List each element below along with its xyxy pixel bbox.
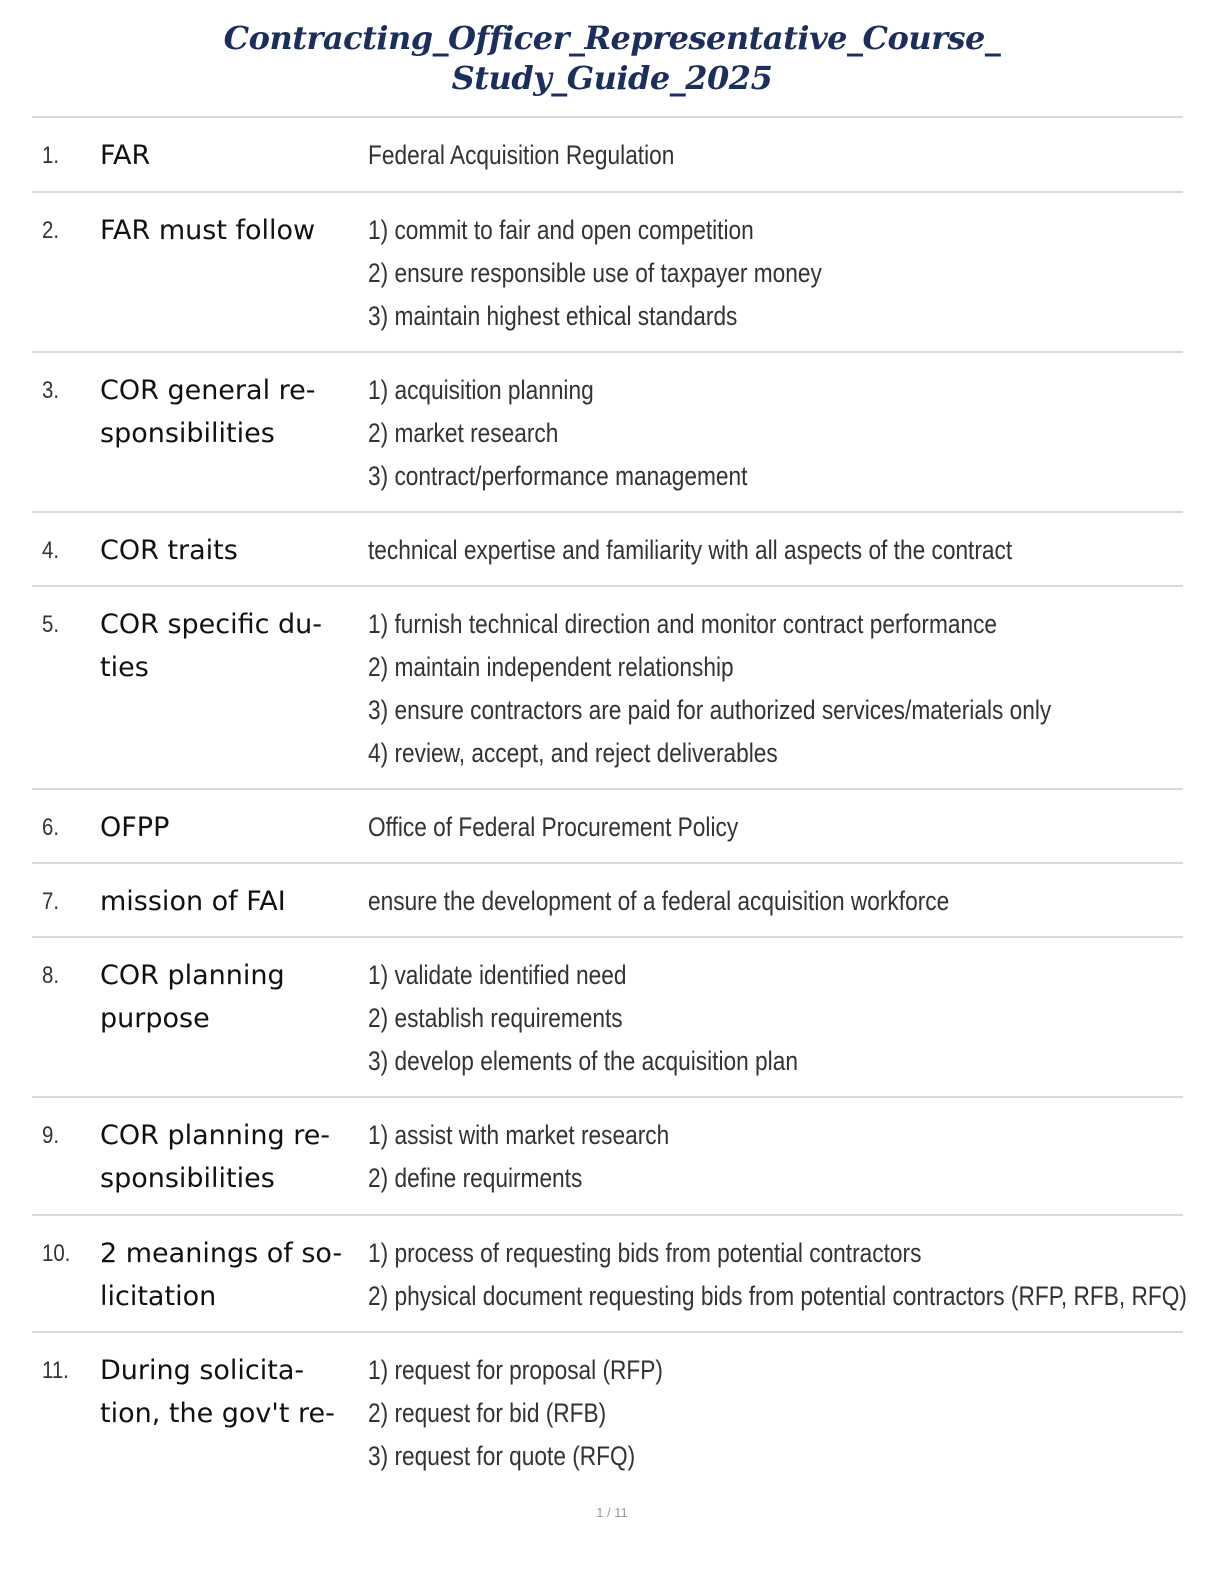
card-term: COR traits — [100, 535, 238, 566]
card-number: 3. — [42, 377, 60, 404]
definition-line: 3) request for quote (RFQ) — [368, 1441, 636, 1471]
definition-line: 2) establish requirements — [368, 1003, 623, 1033]
card-definition — [368, 209, 1180, 338]
card-definition — [368, 880, 1180, 923]
definition-line: technical expertise and familiarity with all aspects of the contract — [368, 535, 1013, 565]
definition-line: 1) validate identified need — [368, 960, 627, 990]
definition-line: 1) commit to fair and open competition — [368, 215, 754, 245]
card-definition — [368, 806, 1180, 849]
card-number: 11. — [42, 1357, 69, 1384]
card-definition — [368, 954, 1180, 1083]
card-term: 2 meanings of so- licitation — [100, 1238, 343, 1312]
definition-line: 1) process of requesting bids from potential contractors — [368, 1238, 922, 1268]
title-line-2: Study_Guide_2025 — [451, 59, 773, 97]
card-number: 9. — [42, 1122, 60, 1149]
flashcard — [32, 864, 1183, 938]
title-line-1: Contracting_Officer_Representative_Course_ — [223, 19, 1001, 57]
card-term: OFPP — [100, 812, 170, 843]
flashcard — [32, 353, 1183, 513]
card-term: FAR must follow — [100, 215, 316, 246]
page-number: 1 / 11 — [596, 1505, 628, 1520]
definition-line: 2) define requirments — [368, 1163, 583, 1193]
card-number: 7. — [42, 888, 60, 915]
card-definition — [368, 603, 1180, 775]
card-term: COR planning purpose — [100, 960, 285, 1034]
card-number: 8. — [42, 962, 60, 989]
flashcard — [32, 1098, 1183, 1216]
card-term: FAR — [100, 140, 151, 171]
definition-line: 1) assist with market research — [368, 1120, 670, 1150]
flashcard — [32, 193, 1183, 353]
document-title — [0, 18, 1224, 98]
flashcard — [32, 1216, 1187, 1333]
card-number: 4. — [42, 537, 60, 564]
flashcard — [32, 1333, 1183, 1483]
definition-line: 2) maintain independent relationship — [368, 652, 734, 682]
definition-line: 2) physical document requesting bids from potential contractors (RFP, RFB, RFQ) — [368, 1281, 1187, 1311]
card-definition — [368, 369, 1180, 498]
card-term: During solicita- tion, the gov't re- — [100, 1355, 335, 1429]
card-number: 2. — [42, 217, 60, 244]
card-definition — [368, 1232, 1187, 1318]
definition-line: Federal Acquisition Regulation — [368, 140, 675, 170]
card-number: 6. — [42, 814, 60, 841]
definition-line: 1) furnish technical direction and monitor contract performance — [368, 609, 998, 639]
definition-line: 2) ensure responsible use of taxpayer money — [368, 258, 822, 288]
flashcard — [32, 587, 1183, 790]
card-definition — [368, 529, 1180, 572]
card-number: 5. — [42, 611, 60, 638]
card-term: COR planning re- sponsibilities — [100, 1120, 331, 1194]
card-term: COR general re- sponsibilities — [100, 375, 316, 449]
card-term: COR specific du- ties — [100, 609, 323, 683]
card-number: 10. — [42, 1240, 71, 1267]
definition-line: 3) contract/performance management — [368, 461, 748, 491]
card-definition — [368, 1114, 1180, 1200]
card-number: 1. — [42, 142, 60, 169]
definition-line: 2) market research — [368, 418, 559, 448]
flashcard — [32, 118, 1183, 193]
card-definition — [368, 134, 1180, 177]
definition-line: Office of Federal Procurement Policy — [368, 812, 739, 842]
definition-line: ensure the development of a federal acquisition workforce — [368, 886, 950, 916]
card-definition — [368, 1349, 1180, 1478]
definition-line: 3) ensure contractors are paid for authorized services/materials only — [368, 695, 1052, 725]
definition-line: 3) maintain highest ethical standards — [368, 301, 738, 331]
flashcard — [32, 513, 1183, 587]
flashcard-list — [32, 116, 1187, 1483]
definition-line: 3) develop elements of the acquisition plan — [368, 1046, 798, 1076]
definition-line: 1) acquisition planning — [368, 375, 594, 405]
definition-line: 1) request for proposal (RFP) — [368, 1355, 663, 1385]
definition-line: 2) request for bid (RFB) — [368, 1398, 607, 1428]
definition-line: 4) review, accept, and reject deliverables — [368, 738, 778, 768]
card-term: mission of FAI — [100, 886, 286, 917]
flashcard — [32, 790, 1183, 864]
flashcard — [32, 938, 1183, 1098]
